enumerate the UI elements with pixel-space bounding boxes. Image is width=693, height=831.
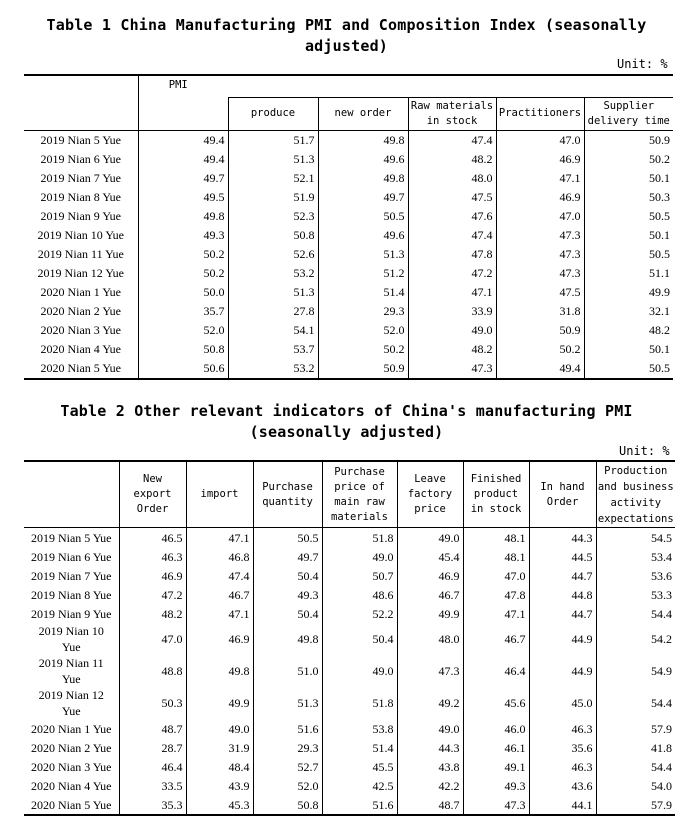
table1-header-corner [24, 75, 138, 130]
table2-row-label [24, 687, 119, 719]
table1-cell: 49.6 [318, 150, 408, 169]
table2-title-line2: (seasonally adjusted) [249, 423, 444, 441]
table1-cell: 49.9 [584, 283, 673, 302]
table2-cell: 43.6 [529, 776, 596, 795]
table2-cell: 31.9 [186, 738, 253, 757]
table2-header-line: expectations [597, 512, 674, 525]
table1-cell: 46.9 [496, 150, 584, 169]
table2-cell: 48.8 [119, 655, 186, 687]
table1-cell: 47.4 [408, 130, 496, 150]
table2-cell: 46.8 [186, 547, 253, 566]
table2-header-line: Order [136, 503, 169, 515]
table2-cell: 46.5 [119, 528, 186, 548]
table2-cell: 54.4 [596, 757, 675, 776]
table2-cell: 57.9 [596, 795, 675, 815]
table2-cell: 52.7 [253, 757, 322, 776]
table2-header-line: New [143, 473, 162, 485]
table1-header-raw-materials-line2: in stock [426, 114, 478, 127]
table1-cell: 29.3 [318, 302, 408, 321]
table2-cell: 52.0 [253, 776, 322, 795]
table1-title-line2: adjusted) [304, 37, 389, 55]
table1-cell: 52.1 [228, 169, 318, 188]
table1-cell: 47.3 [496, 245, 584, 264]
table2-cell: 49.0 [322, 655, 397, 687]
table2-cell: 46.3 [529, 719, 596, 738]
table1-header-raw-materials-line1: Raw materials [410, 99, 494, 112]
table1-cell: 50.2 [584, 150, 673, 169]
table2-cell: 50.4 [253, 604, 322, 623]
table2-cell: 43.9 [186, 776, 253, 795]
table1-cell: 52.0 [318, 321, 408, 340]
table2-row [24, 719, 675, 738]
table1-cell: 52.3 [228, 207, 318, 226]
table1-header-pmi: PMI [138, 75, 228, 97]
table2-cell: 42.2 [397, 776, 463, 795]
table1-cell: 50.0 [138, 283, 228, 302]
table2-cell: 49.8 [186, 655, 253, 687]
table1-cell: 51.3 [228, 283, 318, 302]
table2-cell: 44.9 [529, 655, 596, 687]
table1-row [24, 245, 673, 264]
table1-cell: 53.7 [228, 340, 318, 359]
table1-cell: 50.5 [318, 207, 408, 226]
table2-header-line: factory [407, 488, 453, 500]
table2-cell: 51.8 [322, 687, 397, 719]
table2-cell: 48.4 [186, 757, 253, 776]
table2-row [24, 757, 675, 776]
table2-cell: 49.9 [397, 604, 463, 623]
table2-header [463, 461, 529, 528]
table2-cell: 47.8 [463, 585, 529, 604]
table1-row-label: 2019 Nian 9 Yue [40, 209, 122, 223]
table1-cell: 51.3 [318, 245, 408, 264]
table1-title-line1: Table 1 China Manufacturing PMI and Composition Index (seasonally [46, 16, 647, 34]
table2-row-label: 2019 Nian 9 Yue [30, 606, 112, 621]
table1-cell: 31.8 [496, 302, 584, 321]
table2-cell: 47.0 [463, 566, 529, 585]
table1-cell: 50.2 [318, 340, 408, 359]
table1-cell: 52.0 [138, 321, 228, 340]
table1-row [24, 264, 673, 283]
table1-cell: 51.9 [228, 188, 318, 207]
table2-cell: 47.4 [186, 566, 253, 585]
table1-cell: 50.9 [496, 321, 584, 340]
table1-cell: 51.4 [318, 283, 408, 302]
table2-cell: 51.3 [253, 687, 322, 719]
table2-cell: 46.3 [529, 757, 596, 776]
table2-cell: 46.3 [119, 547, 186, 566]
table2-cell: 48.6 [322, 585, 397, 604]
table1-cell: 49.8 [318, 130, 408, 150]
table2-cell: 44.3 [529, 528, 596, 548]
table1-row [24, 321, 673, 340]
table2-unit: Unit: % [619, 444, 670, 458]
table2-header-corner [24, 461, 119, 528]
table2-cell: 44.8 [529, 585, 596, 604]
table1-cell: 47.1 [408, 283, 496, 302]
table1-cell: 27.8 [228, 302, 318, 321]
table1-cell: 50.3 [584, 188, 673, 207]
table2-cell: 53.3 [596, 585, 675, 604]
table2-cell: 48.7 [119, 719, 186, 738]
table2-cell: 45.4 [397, 547, 463, 566]
table2-header-line: export [133, 488, 172, 500]
table1-cell: 47.1 [496, 169, 584, 188]
table2-cell: 46.7 [186, 585, 253, 604]
table2-row-label-line: Yue [61, 640, 81, 654]
table2-header [253, 461, 322, 528]
table2-cell: 46.9 [397, 566, 463, 585]
table1-row [24, 226, 673, 245]
table1-row-label: 2020 Nian 4 Yue [40, 342, 122, 356]
table1-cell: 50.1 [584, 226, 673, 245]
table2-header-line: Production [604, 464, 668, 477]
table2-row [24, 795, 675, 815]
table2-cell: 29.3 [253, 738, 322, 757]
table1-cell: 49.5 [138, 188, 228, 207]
table1-cell: 49.4 [138, 150, 228, 169]
table2-header-line: Purchase [334, 465, 385, 478]
table2-cell: 45.5 [322, 757, 397, 776]
table2-cell: 52.2 [322, 604, 397, 623]
table2-cell: 46.0 [463, 719, 529, 738]
table1-cell: 51.7 [228, 130, 318, 150]
table2-row [24, 547, 675, 566]
table2-cell: 51.0 [253, 655, 322, 687]
table1-header-new-order: new order [318, 97, 408, 130]
table1-row [24, 359, 673, 379]
table2-header-line: quantity [262, 495, 313, 508]
table2-cell: 43.8 [397, 757, 463, 776]
table2-header-line: In hand [540, 480, 585, 493]
table1-cell: 53.2 [228, 264, 318, 283]
table1-cell: 47.3 [496, 264, 584, 283]
table2-cell: 46.4 [119, 757, 186, 776]
table2-row-label-line: 2019 Nian 12 [38, 688, 104, 702]
table1-cell: 47.2 [408, 264, 496, 283]
table1 [24, 74, 673, 380]
table2-cell: 54.0 [596, 776, 675, 795]
table1-row [24, 130, 673, 150]
table2-cell: 49.1 [463, 757, 529, 776]
table2-cell: 49.0 [322, 547, 397, 566]
table1-cell: 47.3 [496, 226, 584, 245]
table1-row-label: 2019 Nian 12 Yue [37, 266, 125, 280]
table2-cell: 50.4 [253, 566, 322, 585]
table1-cell: 49.8 [318, 169, 408, 188]
table1-cell: 54.1 [228, 321, 318, 340]
table2-cell: 49.9 [186, 687, 253, 719]
table1-row-label: 2019 Nian 8 Yue [40, 190, 122, 204]
table1-cell: 50.8 [138, 340, 228, 359]
table2-cell: 47.2 [119, 585, 186, 604]
table1-cell: 51.3 [228, 150, 318, 169]
table1-row [24, 169, 673, 188]
table2-cell: 46.7 [397, 585, 463, 604]
table2-header [596, 461, 675, 528]
table1-cell: 47.5 [408, 188, 496, 207]
table1-cell: 49.0 [408, 321, 496, 340]
table2-cell: 35.6 [529, 738, 596, 757]
table2 [24, 460, 675, 816]
table1-cell: 32.1 [584, 302, 673, 321]
table1-header-supplier-line1: Supplier [603, 99, 655, 112]
table2-cell: 48.1 [463, 528, 529, 548]
table2-header-line: import [200, 488, 239, 500]
table1-cell: 35.7 [138, 302, 228, 321]
table2-cell: 54.4 [596, 687, 675, 719]
table2-header [529, 461, 596, 528]
table1-row-label: 2020 Nian 5 Yue [40, 361, 122, 375]
table2-row-label-line: Yue [61, 704, 81, 718]
table1-cell: 52.6 [228, 245, 318, 264]
table1-row-label: 2019 Nian 6 Yue [40, 152, 122, 166]
table2-cell: 48.0 [397, 623, 463, 655]
table1-cell: 49.3 [138, 226, 228, 245]
table2-row-label: 2020 Nian 4 Yue [30, 778, 112, 793]
table1-row [24, 302, 673, 321]
table2-row-label-line: Yue [61, 672, 81, 686]
table2-row [24, 655, 675, 687]
table2-row [24, 623, 675, 655]
table2-row-label-line: 2019 Nian 10 [38, 624, 104, 638]
table2-title-line1: Table 2 Other relevant indicators of China's manufacturing PMI [60, 402, 633, 420]
table2-header [119, 461, 186, 528]
table1-row [24, 150, 673, 169]
table2-row-label: 2019 Nian 6 Yue [30, 549, 112, 564]
table2-cell: 50.5 [253, 528, 322, 548]
table1-cell: 50.5 [584, 245, 673, 264]
table1-cell: 53.2 [228, 359, 318, 379]
table1-cell: 47.5 [496, 283, 584, 302]
table2-cell: 46.4 [463, 655, 529, 687]
table2-cell: 53.6 [596, 566, 675, 585]
table2-header-line: and business [597, 480, 674, 493]
table2-cell: 51.8 [322, 528, 397, 548]
table2-header-line: product [473, 488, 519, 500]
table2-cell: 49.3 [463, 776, 529, 795]
table2-header-line: Order [546, 495, 579, 508]
table2-header [397, 461, 463, 528]
table2-cell: 33.5 [119, 776, 186, 795]
table1-cell: 50.8 [228, 226, 318, 245]
table1-row-label: 2020 Nian 1 Yue [40, 285, 122, 299]
table2-row-label: 2020 Nian 2 Yue [30, 740, 112, 755]
table2-header [322, 461, 397, 528]
table2-row [24, 528, 675, 548]
table1-row-label: 2019 Nian 10 Yue [37, 228, 125, 242]
table2-cell: 50.7 [322, 566, 397, 585]
table2-cell: 41.8 [596, 738, 675, 757]
table2-row-label [24, 655, 119, 687]
table2-cell: 45.6 [463, 687, 529, 719]
table2-cell: 51.4 [322, 738, 397, 757]
table2-row-label-line: 2019 Nian 11 [38, 656, 104, 670]
table2-cell: 54.2 [596, 623, 675, 655]
table1-cell: 33.9 [408, 302, 496, 321]
table1-cell: 50.5 [584, 359, 673, 379]
table1-cell: 47.0 [496, 207, 584, 226]
table2-header-line: Leave [414, 473, 446, 485]
table2-row-label: 2020 Nian 3 Yue [30, 759, 112, 774]
table1-row [24, 283, 673, 302]
table1-row [24, 207, 673, 226]
table2-cell: 42.5 [322, 776, 397, 795]
table2-cell: 53.8 [322, 719, 397, 738]
table1-cell: 47.3 [408, 359, 496, 379]
table2-cell: 54.9 [596, 655, 675, 687]
table2-cell: 50.3 [119, 687, 186, 719]
table2-cell: 44.7 [529, 604, 596, 623]
table2-cell: 47.3 [463, 795, 529, 815]
table2-header-line: activity [610, 496, 662, 509]
table1-cell: 50.1 [584, 169, 673, 188]
table2-header-line: price [414, 503, 446, 515]
table1-header-pmi-cont [138, 97, 228, 130]
table1-cell: 47.4 [408, 226, 496, 245]
table1-cell: 50.2 [138, 264, 228, 283]
table1-cell: 48.2 [408, 150, 496, 169]
table1-row [24, 188, 673, 207]
table2-row [24, 604, 675, 623]
table2-cell: 50.4 [322, 623, 397, 655]
table2-row [24, 687, 675, 719]
table1-header-produce: produce [228, 97, 318, 130]
table1-cell: 48.2 [584, 321, 673, 340]
table1-cell: 50.9 [318, 359, 408, 379]
table1-cell: 50.6 [138, 359, 228, 379]
table1-cell: 51.1 [584, 264, 673, 283]
table2-cell: 47.0 [119, 623, 186, 655]
table2-header-line: Purchase [262, 480, 313, 493]
table2-row-label: 2020 Nian 5 Yue [30, 797, 112, 812]
table1-row-label: 2019 Nian 5 Yue [24, 130, 138, 150]
table2-row [24, 566, 675, 585]
table2-row-label: 2019 Nian 7 Yue [30, 568, 112, 583]
table2-cell: 44.5 [529, 547, 596, 566]
table2-header [186, 461, 253, 528]
table1-cell: 50.9 [584, 130, 673, 150]
table2-cell: 53.4 [596, 547, 675, 566]
table1-cell: 51.2 [318, 264, 408, 283]
table2-cell: 57.9 [596, 719, 675, 738]
table1-cell: 48.2 [408, 340, 496, 359]
table1-row-label: 2020 Nian 3 Yue [40, 323, 122, 337]
table1-row [24, 340, 673, 359]
table1-cell: 49.4 [496, 359, 584, 379]
table2-cell: 45.0 [529, 687, 596, 719]
table2-cell: 49.0 [397, 528, 463, 548]
table2-cell: 47.1 [186, 604, 253, 623]
table2-cell: 46.9 [119, 566, 186, 585]
table2-header-line: price of [334, 480, 385, 493]
table2-cell: 49.0 [397, 719, 463, 738]
table2-cell: 46.9 [186, 623, 253, 655]
table2-cell: 48.1 [463, 547, 529, 566]
table2-cell: 44.3 [397, 738, 463, 757]
table2-cell: 28.7 [119, 738, 186, 757]
table2-header-line: in stock [470, 503, 522, 515]
table1-header-supplier-line2: delivery time [587, 114, 670, 127]
table1-cell: 47.6 [408, 207, 496, 226]
table2-cell: 47.1 [186, 528, 253, 548]
table2-row [24, 776, 675, 795]
table2-cell: 44.1 [529, 795, 596, 815]
table2-cell: 50.8 [253, 795, 322, 815]
table1-cell: 49.8 [138, 207, 228, 226]
table2-row-label: 2019 Nian 8 Yue [30, 587, 112, 602]
table2-cell: 54.4 [596, 604, 675, 623]
table1-cell: 49.4 [138, 130, 228, 150]
table2-cell: 48.2 [119, 604, 186, 623]
table1-cell: 50.2 [496, 340, 584, 359]
table1-cell: 50.5 [584, 207, 673, 226]
table2-cell: 49.8 [253, 623, 322, 655]
table2-cell: 47.3 [397, 655, 463, 687]
table1-cell: 47.8 [408, 245, 496, 264]
table2-cell: 46.1 [463, 738, 529, 757]
table1-header-practitioners: Practitioners [496, 97, 584, 130]
table2-cell: 51.6 [322, 795, 397, 815]
table1-cell: 49.6 [318, 226, 408, 245]
table2-cell: 47.1 [463, 604, 529, 623]
table1-cell: 47.0 [496, 130, 584, 150]
table1-cell: 49.7 [318, 188, 408, 207]
table2-row-label [24, 623, 119, 655]
table1-unit: Unit: % [617, 57, 668, 71]
table2-cell: 49.0 [186, 719, 253, 738]
table1-cell: 46.9 [496, 188, 584, 207]
table2-cell: 49.3 [253, 585, 322, 604]
table2-cell: 49.2 [397, 687, 463, 719]
table1-cell: 50.2 [138, 245, 228, 264]
table1-row-label: 2019 Nian 11 Yue [37, 247, 124, 261]
table2-header-line: main raw [334, 495, 385, 508]
table2-row-label: 2020 Nian 1 Yue [30, 721, 112, 736]
table2-row [24, 738, 675, 757]
table1-header-raw-materials [408, 97, 496, 130]
table2-cell: 48.7 [397, 795, 463, 815]
table1-row-label: 2020 Nian 2 Yue [40, 304, 122, 318]
table1-header-supplier [584, 97, 673, 130]
table2-header-line: materials [331, 510, 388, 523]
table2-cell: 35.3 [119, 795, 186, 815]
table2-cell: 44.7 [529, 566, 596, 585]
table1-cell: 48.0 [408, 169, 496, 188]
table2-cell: 49.7 [253, 547, 322, 566]
table2-row-label: 2019 Nian 5 Yue [24, 528, 119, 548]
table1-cell: 49.7 [138, 169, 228, 188]
table2-cell: 45.3 [186, 795, 253, 815]
table2-cell: 54.5 [596, 528, 675, 548]
table2-cell: 44.9 [529, 623, 596, 655]
table2-header-line: Finished [470, 473, 522, 485]
table1-cell: 50.1 [584, 340, 673, 359]
table1-header-gap [228, 75, 673, 97]
table2-cell: 46.7 [463, 623, 529, 655]
table2-row [24, 585, 675, 604]
table2-cell: 51.6 [253, 719, 322, 738]
table1-row-label: 2019 Nian 7 Yue [40, 171, 122, 185]
